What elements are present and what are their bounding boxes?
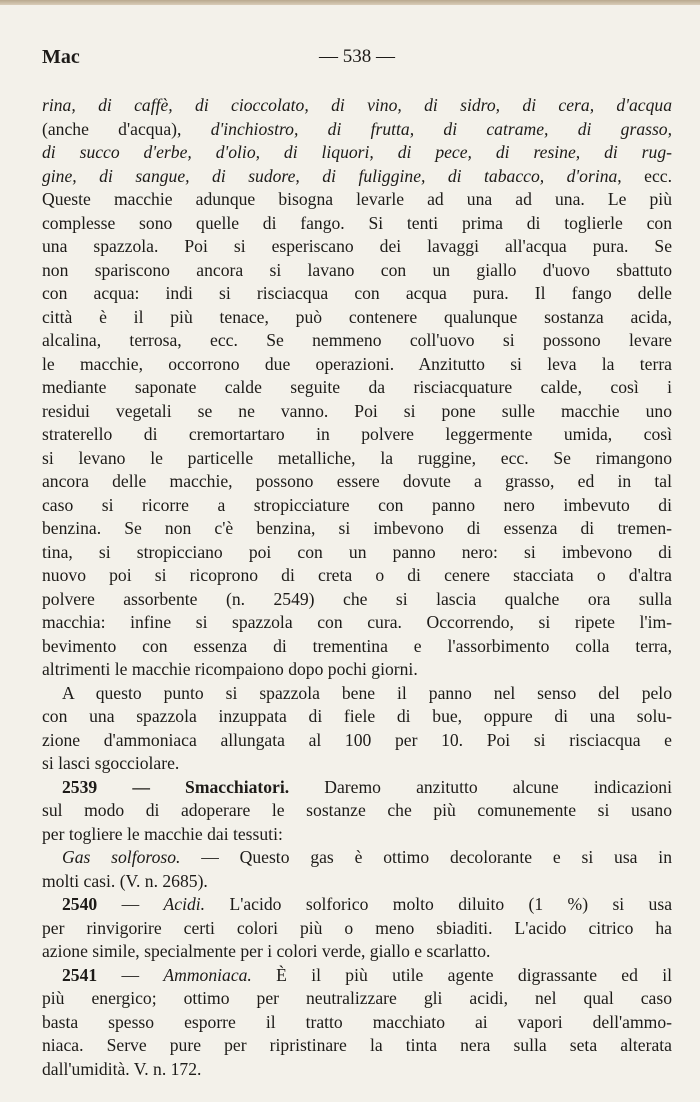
- text-line: [42, 494, 672, 518]
- text-line: [42, 541, 672, 565]
- text-span: le macchie, occorrono due operazioni. Anzitutto si leva la terra: [42, 353, 672, 374]
- text-line: [42, 376, 672, 400]
- text-line: [42, 235, 672, 259]
- text-line: [42, 870, 672, 894]
- section-heading: 2540: [62, 894, 98, 914]
- text-line: [42, 353, 672, 377]
- text-span: mediante saponate calde seguite da risciacquature calde, così i: [42, 377, 672, 397]
- text-line: [42, 517, 672, 541]
- text-line: [42, 447, 672, 471]
- text-line: [42, 588, 672, 612]
- text-span: , ecc.: [617, 165, 672, 186]
- text-line: [42, 564, 672, 588]
- text-span: dall'umidità. V. n. 172.: [42, 1058, 202, 1079]
- italic-text: d'inchiostro, di frutta, di catrame, di grasso,: [210, 118, 672, 139]
- page-header: [42, 46, 672, 72]
- text-span: zione d'ammoniaca allungata al 100 per 10. Poi si risciacqua e: [42, 729, 672, 750]
- text-line: [42, 682, 672, 706]
- text-line: [42, 118, 672, 142]
- text-line: [42, 823, 672, 847]
- text-span: per togliere le macchie dai tessuti:: [42, 823, 283, 844]
- body-text: [42, 94, 672, 1081]
- text-line: [42, 141, 672, 165]
- section-heading: 2541: [62, 964, 98, 985]
- text-span: polvere assorbente (n. 2549) che si lascia qualche ora sulla: [42, 588, 672, 609]
- text-line: [42, 329, 672, 353]
- text-line: [42, 964, 672, 988]
- running-head: Mac: [42, 46, 80, 68]
- text-line: [42, 306, 672, 330]
- text-span: macchia: infine si spazzola con cura. Occorrendo, si ripete l'im-: [42, 612, 672, 632]
- text-span: (anche d'acqua),: [42, 118, 211, 139]
- text-span: una spazzola. Poi si esperiscano dei lavaggi all'acqua pura. Se: [42, 236, 672, 256]
- text-line: [42, 1011, 672, 1035]
- text-span: L'acido solforico molto diluito (1 %) si usa: [205, 894, 673, 914]
- text-span: residui vegetali se ne vanno. Poi si pone sulle macchie uno: [42, 400, 672, 421]
- italic-text: di succo d'erbe, d'olio, di liquori, di pece, di resine, di rug-: [42, 142, 672, 162]
- text-span: — Questo gas è ottimo decolorante e si usa in: [180, 847, 672, 867]
- text-span: —: [97, 894, 164, 914]
- italic-text: Gas solforoso.: [62, 847, 181, 867]
- text-span: alcalina, terrosa, ecc. Se nemmeno coll'uovo si possono levare: [42, 330, 672, 350]
- text-line: [42, 729, 672, 753]
- text-line: [42, 705, 672, 729]
- text-span: Queste macchie adunque bisogna levarle ad una ad una. Le più: [42, 189, 672, 209]
- page-number: — 538 —: [319, 46, 395, 67]
- text-span: niaca. Serve pure per ripristinare la tinta nera sulla seta alterata: [42, 1035, 672, 1055]
- text-line: [42, 752, 672, 776]
- italic-text: Acidi.: [163, 894, 206, 914]
- text-line: [42, 165, 672, 189]
- text-line: [42, 1058, 672, 1082]
- text-span: bevimento con essenza di trementina e l'assorbimento colla terra,: [42, 635, 672, 656]
- text-span: complesse sono quelle di fango. Si tenti prima di toglierle con: [42, 212, 672, 233]
- italic-text: gine, di sangue, di sudore, di fuliggine, di tabacco, d'orina: [42, 165, 618, 186]
- text-span: più energico; ottimo per neutralizzare gli acidi, nel qual caso: [42, 988, 672, 1008]
- text-line: [42, 846, 672, 870]
- text-line: [42, 635, 672, 659]
- text-span: A questo punto si spazzola bene il panno nel senso del pelo: [62, 682, 672, 703]
- text-line: [42, 423, 672, 447]
- text-line: [42, 259, 672, 283]
- section-heading: 2539 — Smacchiatori.: [62, 776, 290, 797]
- text-line: [42, 658, 672, 682]
- text-span: altrimenti le macchie ricompaiono dopo pochi giorni.: [42, 659, 418, 679]
- text-line: [42, 917, 672, 941]
- text-span: città è il più tenace, può contenere qualunque sostanza acida,: [42, 306, 672, 327]
- text-line: [42, 282, 672, 306]
- text-span: si levano le particelle metalliche, la ruggine, ecc. Se rimangono: [42, 447, 672, 468]
- text-line: [42, 188, 672, 212]
- text-line: [42, 470, 672, 494]
- italic-text: Ammoniaca.: [163, 964, 252, 985]
- text-span: nuovo poi si ricoprono di creta o di cenere stacciata o d'altra: [42, 565, 672, 585]
- text-span: per rinvigorire certi colori più o meno sbiaditi. L'acido citrico ha: [42, 917, 672, 938]
- text-span: con acqua: indi si risciacqua con acqua pura. Il fango delle: [42, 283, 672, 303]
- text-line: [42, 893, 672, 917]
- text-span: benzina. Se non c'è benzina, si imbevono di essenza di tremen-: [42, 518, 672, 538]
- text-line: [42, 611, 672, 635]
- italic-text: rina, di caffè, di cioccolato, di vino, di sidro, di cera, d'acqua: [42, 95, 672, 115]
- text-line: [42, 987, 672, 1011]
- text-line: [42, 776, 672, 800]
- text-span: non spariscono ancora si lavano con un giallo d'uovo sbattuto: [42, 259, 672, 280]
- text-span: con una spazzola inzuppata di fiele di bue, oppure di una solu-: [42, 706, 672, 726]
- text-span: —: [97, 964, 164, 985]
- text-span: straterello di cremortartaro in polvere leggermente umida, così: [42, 424, 672, 444]
- text-line: [42, 799, 672, 823]
- text-line: [42, 940, 672, 964]
- text-span: si lasci sgocciolare.: [42, 753, 180, 773]
- top-edge-rule: [0, 0, 700, 5]
- text-span: È il più utile agente digrassante ed il: [251, 964, 672, 985]
- text-span: Daremo anzitutto alcune indicazioni: [289, 776, 672, 797]
- text-line: [42, 400, 672, 424]
- text-span: molti casi. (V. n. 2685).: [42, 870, 208, 891]
- text-span: tina, si stropicciano poi con un panno nero: si imbevono di: [42, 541, 672, 562]
- text-span: caso si ricorre a stropicciature con panno nero imbevuto di: [42, 494, 672, 515]
- text-line: [42, 1034, 672, 1058]
- text-line: [42, 94, 672, 118]
- text-span: ancora delle macchie, possono essere dovute a grasso, ed in tal: [42, 471, 672, 491]
- text-line: [42, 212, 672, 236]
- text-span: basta spesso esporre il tratto macchiato ai vapori dell'ammo-: [42, 1011, 672, 1032]
- text-span: azione simile, specialmente per i colori verde, giallo e scarlatto.: [42, 941, 491, 961]
- text-span: sul modo di adoperare le sostanze che più comunemente si usano: [42, 800, 672, 820]
